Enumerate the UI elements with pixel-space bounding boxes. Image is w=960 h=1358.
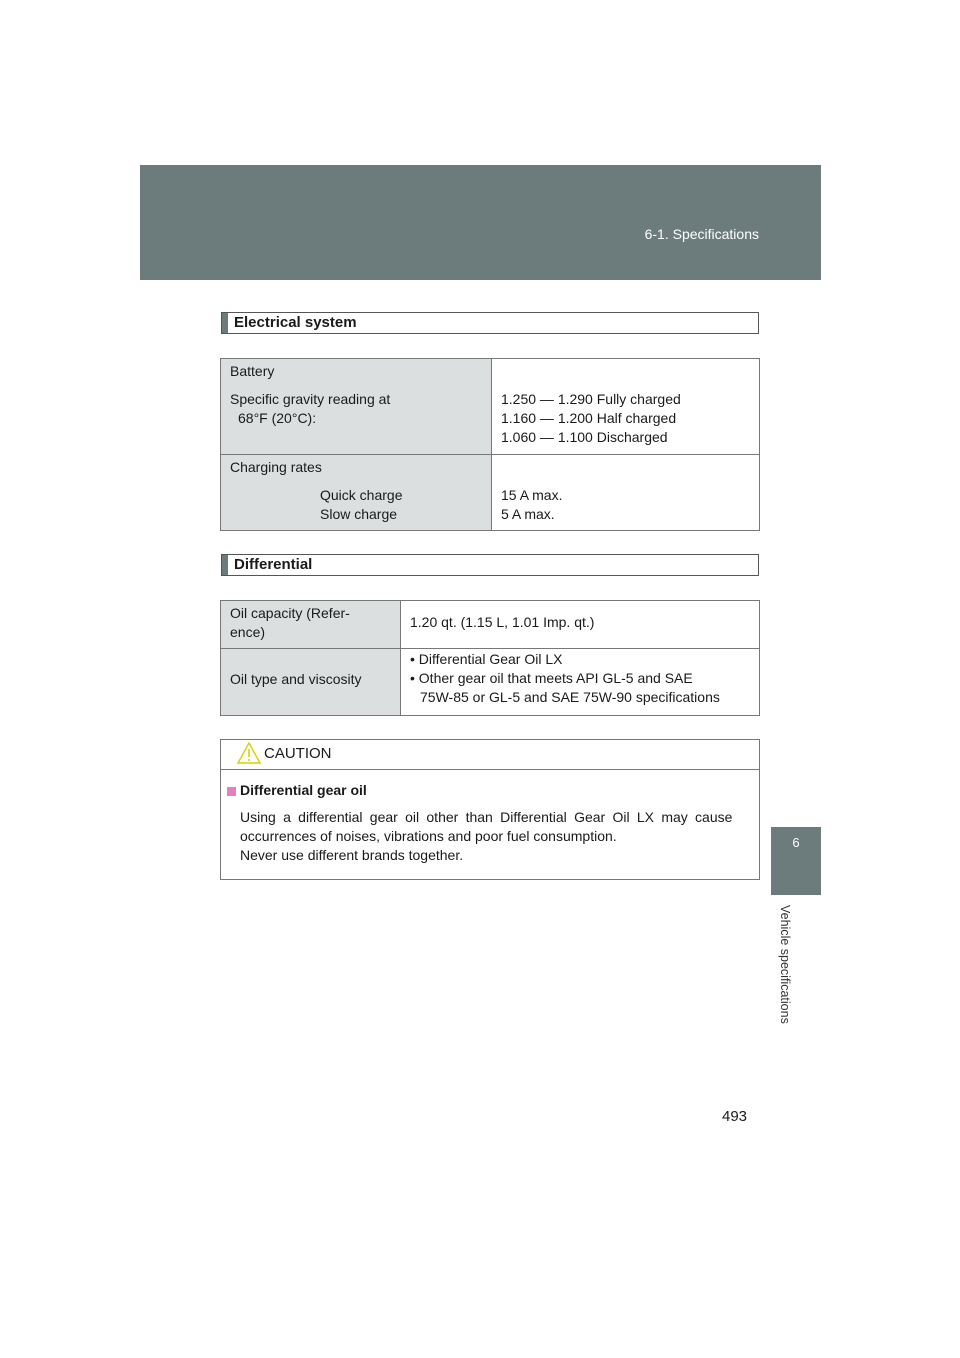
table-cell [492,455,760,531]
caution-title: CAUTION [264,745,332,762]
section-label: 6-1. Specifications [644,226,759,242]
oil-type-label: Oil type and viscosity [230,671,362,687]
chapter-label: Vehicle specifications [778,905,792,1024]
oil-capacity-label: Oil capacity (Refer- [230,605,350,621]
caution-subtitle: Differential gear oil [240,782,367,798]
specific-gravity-label: Specific gravity reading at [230,391,391,407]
page-number: 493 [722,1108,748,1125]
differential-table [220,600,760,716]
pink-square-bullet [227,787,236,796]
section-heading-text: Electrical system [234,314,357,331]
header-band [140,165,821,280]
table-row [221,359,760,455]
oil-type-value: • Differential Gear Oil LX [410,651,563,667]
oil-capacity-label: ence) [230,624,266,640]
warning-triangle-icon [237,742,261,764]
table-cell [221,359,492,455]
caution-text-line: occurrences of noises, vibrations and poor fuel consumption. [240,828,617,844]
table-row [221,649,760,716]
table-row [221,455,760,531]
slow-charge-label: Slow charge [320,506,398,522]
sg-value: 1.250 — 1.290 Fully charged [501,391,681,407]
sg-value: 1.160 — 1.200 Half charged [501,410,677,426]
battery-label: Battery [230,363,275,379]
oil-capacity-value: 1.20 qt. (1.15 L, 1.01 Imp. qt.) [410,614,595,630]
sg-value: 1.060 — 1.100 Discharged [501,429,668,445]
caution-header [221,740,759,770]
table-cell [401,649,760,716]
section-heading-differential [221,554,759,576]
oil-type-value: 75W-85 or GL-5 and SAE 75W-90 specifications [420,689,720,705]
table-row [221,601,760,649]
slow-charge-value: 5 A max. [501,506,555,522]
quick-charge-label: Quick charge [320,487,403,503]
charging-rates-label: Charging rates [230,459,322,475]
quick-charge-value: 15 A max. [501,487,563,503]
caution-text-line: Never use different brands together. [240,847,464,863]
chapter-number: 6 [792,835,800,850]
table-cell [221,601,401,649]
chapter-tab [771,827,821,895]
table-cell [221,649,401,716]
section-heading-electrical [221,312,759,334]
specific-gravity-temp: 68°F (20°C): [238,410,317,426]
section-heading-text: Differential [234,556,313,573]
electrical-table [220,358,760,531]
table-cell [401,601,760,649]
table-cell [492,359,760,455]
oil-type-value: • Other gear oil that meets API GL-5 and SAE [410,670,693,686]
caution-box [220,739,760,880]
table-cell [221,455,492,531]
caution-text-line: Using a differential gear oil other than Differential Gear Oil LX may cause [240,809,733,825]
